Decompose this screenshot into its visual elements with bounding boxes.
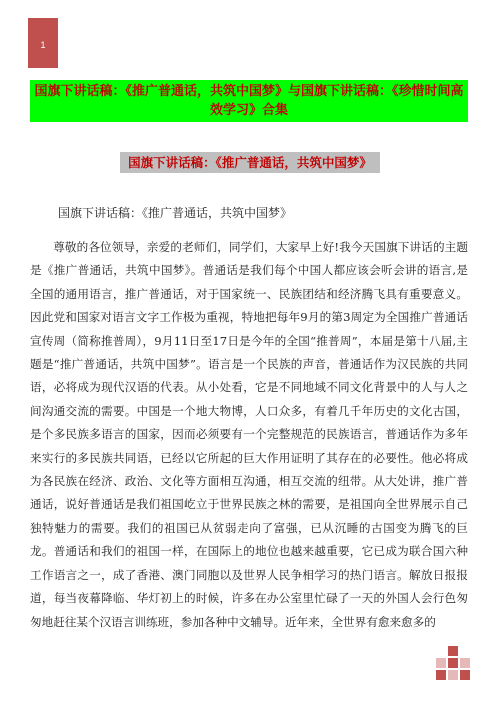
page-number-badge <box>28 18 58 68</box>
logo-square-mid-right <box>448 658 458 668</box>
page-number: 1 <box>40 40 46 50</box>
logo-square-mid-far <box>460 658 470 668</box>
speech-body-paragraph: 尊敬的各位领导，亲爱的老师们，同学们，大家早上好!我今天国旗下讲话的主题是《推广普通话，共筑中国梦》。普通话是我们每个中国人都应该会听会讲的语言,是全国的通用语言，推广普通话，对于国家统一、民族团结和经济腾飞具有重要意义。因此党和国家对语言文字工作极为重视，特地把每年9月的第3周定为全国推广普通话宣传周（简称推普周），9月11日至17日是今年的全国“推普周”，本届是第十八届,主题是“推广普通话，共筑中国梦”。语言是一个民族的声音，普通话作为汉民族的共同语，必将成为现代汉语的代表。从小处看，它是不同地域不同文化背景中的人与人之间沟通交流的需要。中国是一个地大物博，人口众多，有着几千年历史的文化古国，是个多民族多语言的国家，因而必须要有一个完整规范的民族语言，普通话作为多年来实行的多民族共同语，已经以它所起的巨大作用证明了其存在的必要性。他必将成为各民族在经济、政治、文化等方面相互沟通，相互交流的纽带。从大处讲，推广普通话，说好普通话是我们祖国屹立于世界民族之林的需要，是祖国向全世界展示自己独特魅力的需要。我们的祖国已从贫弱走向了富强，已从沉睡的古国变为腾飞的巨龙。普通话和我们的祖国一样，在国际上的地位也越来越重要，它已成为联合国六种工作语言之一，成了香港、澳门同胞以及世界人民争相学习的热门语言。解放日报报道，每当夜幕降临、华灯初上的时候，许多在办公室里忙碌了一天的外国人会行色匆匆地赶往某个汉语言训练班，参加各种中文辅导。近年来，全世界有愈来愈多的 <box>30 240 468 629</box>
logo-square-bottom-left <box>436 670 446 680</box>
logo-square-bottom-mid <box>448 670 458 680</box>
document-main-title: 国旗下讲话稿：《推广普通话，共筑中国梦》与国旗下讲话稿：《珍惜时间高效学习》合集 <box>30 80 468 122</box>
speech-caption: 国旗下讲话稿：《推广普通话，共筑中国梦》 <box>58 206 293 220</box>
logo-square-mid-left <box>436 658 446 668</box>
logo-square-top-right <box>448 646 458 656</box>
section-title-container <box>0 152 500 173</box>
logo-square-bottom-right <box>460 670 470 680</box>
section-title: 国旗下讲话稿：《推广普通话，共筑中国梦》 <box>120 152 380 173</box>
corner-logo-icon <box>436 646 470 680</box>
